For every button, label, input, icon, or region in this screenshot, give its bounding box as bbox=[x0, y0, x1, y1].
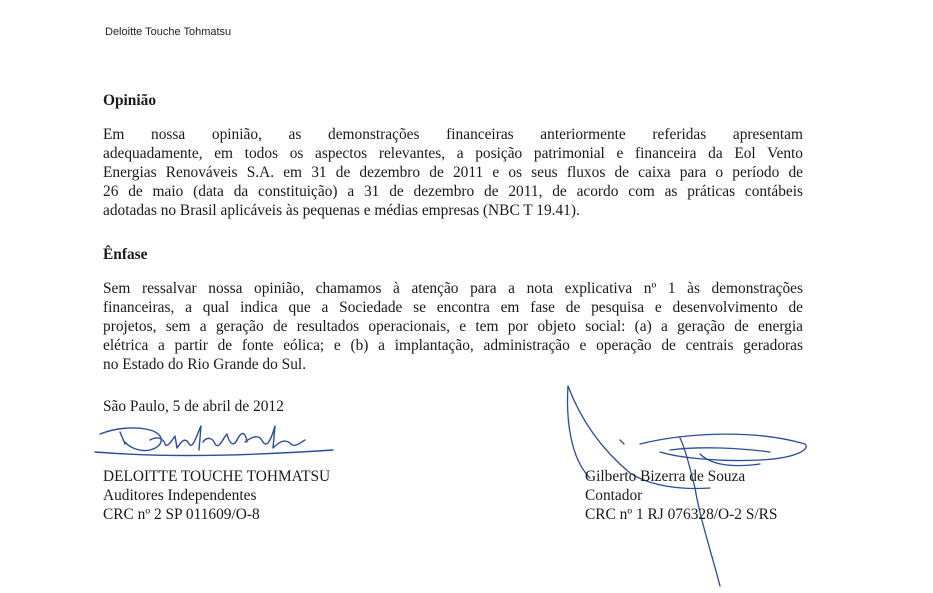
signature-left bbox=[95, 412, 335, 467]
signatory-right-registration: CRC nº 1 RJ 076328/O-2 S/RS bbox=[585, 506, 778, 523]
opinion-line: 26 de maio (data da constituição) a 31 de dezembro de 2011, de acordo com as práticas contábeis bbox=[103, 183, 803, 200]
emphasis-heading: Ênfase bbox=[103, 246, 148, 263]
signatory-left bbox=[103, 467, 330, 524]
opinion-line: adequadamente, em todos os aspectos relevantes, a posição patrimonial e financeira da Eol Vento bbox=[103, 145, 803, 162]
opinion-line: adotadas no Brasil aplicáveis às pequenas e médias empresas (NBC T 19.41). bbox=[103, 202, 580, 219]
signatory-right-role: Contador bbox=[585, 487, 643, 504]
emphasis-line: no Estado do Rio Grande do Sul. bbox=[103, 356, 307, 373]
emphasis-line: Sem ressalvar nossa opinião, chamamos à atenção para a nota explicativa nº 1 às demonstrações bbox=[103, 280, 803, 297]
signatory-left-role: Auditores Independentes bbox=[103, 487, 257, 504]
opinion-heading: Opinião bbox=[103, 92, 157, 109]
emphasis-paragraph bbox=[103, 279, 803, 374]
emphasis-line: elétrica a partir de fonte eólica; e (b) a implantação, administração e operação de centrais geradoras bbox=[103, 337, 803, 354]
signatory-left-name: DELOITTE TOUCHE TOHMATSU bbox=[103, 468, 331, 485]
opinion-line: Energias Renováveis S.A. em 31 de dezembro de 2011 e os seus fluxos de caixa para o período de bbox=[103, 164, 803, 181]
dateline: São Paulo, 5 de abril de 2012 bbox=[103, 398, 284, 415]
emphasis-line: financeiras, a qual indica que a Sociedade se encontra em fase de pesquisa e desenvolvimento de bbox=[103, 299, 803, 316]
signatory-right bbox=[585, 467, 778, 524]
signatory-left-registration: CRC nº 2 SP 011609/O-8 bbox=[103, 506, 260, 523]
opinion-line: Em nossa opinião, as demonstrações financeiras anteriormente referidas apresentam bbox=[103, 126, 803, 143]
firm-header: Deloitte Touche Tohmatsu bbox=[105, 26, 232, 38]
emphasis-line: projetos, sem a geração de resultados operacionais, e tem por objeto social: (a) a geração de energia bbox=[103, 318, 803, 335]
opinion-paragraph bbox=[103, 125, 803, 220]
signatory-right-name: Gilberto Bizerra de Souza bbox=[585, 468, 746, 485]
